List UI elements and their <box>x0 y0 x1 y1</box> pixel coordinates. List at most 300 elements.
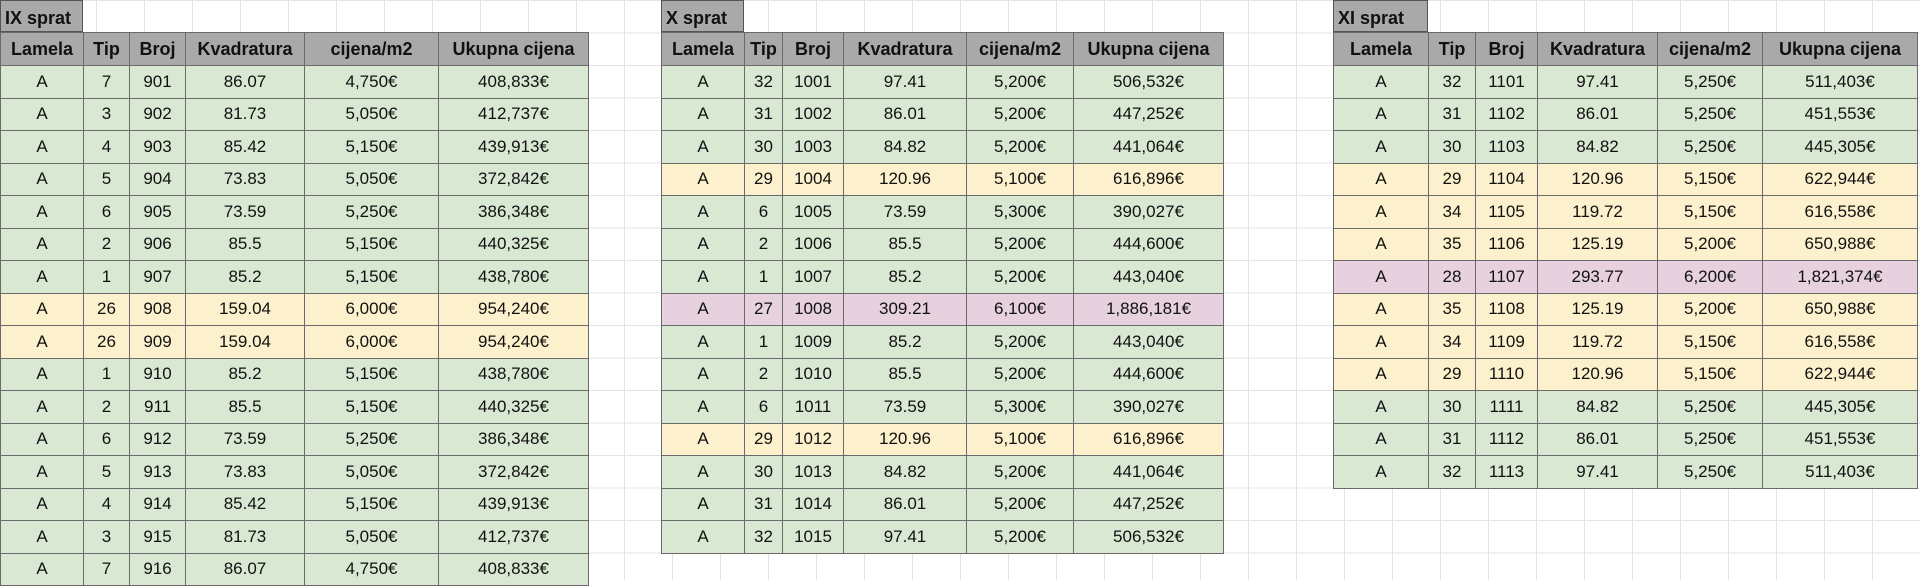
cell-cijena-m2[interactable]: 5,250€ <box>305 196 439 229</box>
cell-kvadratura[interactable]: 86.01 <box>1538 423 1658 456</box>
cell-cijena-m2[interactable]: 5,050€ <box>305 456 439 489</box>
cell-cijena-m2[interactable]: 5,200€ <box>967 521 1074 554</box>
cell-ukupna-cijena[interactable]: 408,833€ <box>439 66 589 99</box>
cell-kvadratura[interactable]: 73.59 <box>186 423 305 456</box>
cell-kvadratura[interactable]: 84.82 <box>844 456 967 489</box>
cell-kvadratura[interactable]: 97.41 <box>844 521 967 554</box>
cell-tip[interactable]: 29 <box>1429 358 1476 391</box>
cell-cijena-m2[interactable]: 6,000€ <box>305 326 439 359</box>
cell-tip[interactable]: 31 <box>745 98 783 131</box>
cell-lamela[interactable]: A <box>1334 423 1429 456</box>
cell-kvadratura[interactable]: 309.21 <box>844 293 967 326</box>
cell-ukupna-cijena[interactable]: 438,780€ <box>439 358 589 391</box>
cell-lamela[interactable]: A <box>662 131 745 164</box>
cell-lamela[interactable]: A <box>662 98 745 131</box>
cell-tip[interactable]: 31 <box>1429 423 1476 456</box>
cell-tip[interactable]: 5 <box>84 456 130 489</box>
cell-broj[interactable]: 1103 <box>1476 131 1538 164</box>
cell-lamela[interactable]: A <box>1334 456 1429 489</box>
cell-tip[interactable]: 34 <box>1429 326 1476 359</box>
cell-kvadratura[interactable]: 293.77 <box>1538 261 1658 294</box>
header-kvadratura[interactable]: Kvadratura <box>186 33 305 66</box>
table-row <box>662 358 1224 391</box>
cell-broj[interactable]: 901 <box>130 66 186 99</box>
cell-ukupna-cijena[interactable]: 412,737€ <box>439 98 589 131</box>
cell-ukupna-cijena[interactable]: 440,325€ <box>439 228 589 261</box>
header-ukupna-cijena[interactable]: Ukupna cijena <box>1074 33 1224 66</box>
cell-ukupna-cijena[interactable]: 372,842€ <box>439 163 589 196</box>
cell-tip[interactable]: 31 <box>745 488 783 521</box>
cell-tip[interactable]: 6 <box>84 423 130 456</box>
cell-cijena-m2[interactable]: 4,750€ <box>305 553 439 586</box>
cell-broj[interactable]: 1015 <box>783 521 844 554</box>
cell-kvadratura[interactable]: 84.82 <box>1538 131 1658 164</box>
cell-ukupna-cijena[interactable]: 622,944€ <box>1763 163 1918 196</box>
cell-lamela[interactable]: A <box>1334 228 1429 261</box>
floor-title[interactable]: XI sprat <box>1333 0 1428 32</box>
cell-broj[interactable]: 1003 <box>783 131 844 164</box>
cell-cijena-m2[interactable]: 5,250€ <box>1658 98 1763 131</box>
cell-lamela[interactable]: A <box>662 293 745 326</box>
cell-tip[interactable]: 3 <box>84 521 130 554</box>
cell-cijena-m2[interactable]: 5,150€ <box>305 391 439 424</box>
cell-tip[interactable]: 6 <box>745 196 783 229</box>
cell-broj[interactable]: 1008 <box>783 293 844 326</box>
cell-ukupna-cijena[interactable]: 445,305€ <box>1763 131 1918 164</box>
cell-ukupna-cijena[interactable]: 372,842€ <box>439 456 589 489</box>
cell-kvadratura[interactable]: 86.01 <box>1538 98 1658 131</box>
cell-lamela[interactable]: A <box>1334 261 1429 294</box>
table-row <box>1 163 589 196</box>
cell-kvadratura[interactable]: 85.42 <box>186 488 305 521</box>
cell-ukupna-cijena[interactable]: 451,553€ <box>1763 423 1918 456</box>
cell-broj[interactable]: 1102 <box>1476 98 1538 131</box>
cell-lamela[interactable]: A <box>662 261 745 294</box>
cell-kvadratura[interactable]: 120.96 <box>844 163 967 196</box>
cell-kvadratura[interactable]: 85.5 <box>186 391 305 424</box>
cell-cijena-m2[interactable]: 5,200€ <box>967 131 1074 164</box>
cell-tip[interactable]: 32 <box>745 521 783 554</box>
cell-lamela[interactable]: A <box>662 391 745 424</box>
cell-cijena-m2[interactable]: 5,250€ <box>305 423 439 456</box>
cell-ukupna-cijena[interactable]: 506,532€ <box>1074 521 1224 554</box>
cell-tip[interactable]: 2 <box>84 391 130 424</box>
cell-tip[interactable]: 26 <box>84 326 130 359</box>
cell-kvadratura[interactable]: 73.83 <box>186 163 305 196</box>
cell-ukupna-cijena[interactable]: 441,064€ <box>1074 131 1224 164</box>
cell-cijena-m2[interactable]: 6,000€ <box>305 293 439 326</box>
cell-broj[interactable]: 1105 <box>1476 196 1538 229</box>
cell-ukupna-cijena[interactable]: 1,886,181€ <box>1074 293 1224 326</box>
cell-kvadratura[interactable]: 85.5 <box>186 228 305 261</box>
cell-lamela[interactable]: A <box>1334 293 1429 326</box>
cell-lamela[interactable]: A <box>1 131 84 164</box>
cell-tip[interactable]: 32 <box>1429 66 1476 99</box>
cell-ukupna-cijena[interactable]: 441,064€ <box>1074 456 1224 489</box>
cell-lamela[interactable]: A <box>1334 358 1429 391</box>
cell-broj[interactable]: 903 <box>130 131 186 164</box>
cell-kvadratura[interactable]: 86.01 <box>844 488 967 521</box>
cell-broj[interactable]: 910 <box>130 358 186 391</box>
cell-cijena-m2[interactable]: 5,200€ <box>967 358 1074 391</box>
cell-kvadratura[interactable]: 73.59 <box>844 391 967 424</box>
cell-broj[interactable]: 902 <box>130 98 186 131</box>
cell-cijena-m2[interactable]: 5,050€ <box>305 163 439 196</box>
cell-ukupna-cijena[interactable]: 616,558€ <box>1763 326 1918 359</box>
cell-kvadratura[interactable]: 85.5 <box>844 358 967 391</box>
cell-cijena-m2[interactable]: 5,250€ <box>1658 131 1763 164</box>
cell-ukupna-cijena[interactable]: 451,553€ <box>1763 98 1918 131</box>
table-body <box>662 66 1224 554</box>
cell-lamela[interactable]: A <box>1334 326 1429 359</box>
header-broj[interactable]: Broj <box>130 33 186 66</box>
cell-tip[interactable]: 28 <box>1429 261 1476 294</box>
cell-tip[interactable]: 29 <box>745 163 783 196</box>
table-body <box>1334 66 1918 489</box>
cell-cijena-m2[interactable]: 5,050€ <box>305 98 439 131</box>
cell-cijena-m2[interactable]: 6,200€ <box>1658 261 1763 294</box>
cell-cijena-m2[interactable]: 5,250€ <box>1658 423 1763 456</box>
cell-lamela[interactable]: A <box>1334 98 1429 131</box>
cell-kvadratura[interactable]: 86.07 <box>186 553 305 586</box>
cell-ukupna-cijena[interactable]: 511,403€ <box>1763 456 1918 489</box>
cell-lamela[interactable]: A <box>662 488 745 521</box>
cell-tip[interactable]: 2 <box>745 358 783 391</box>
cell-tip[interactable]: 31 <box>1429 98 1476 131</box>
table-row <box>662 163 1224 196</box>
cell-kvadratura[interactable]: 159.04 <box>186 326 305 359</box>
cell-ukupna-cijena[interactable]: 412,737€ <box>439 521 589 554</box>
cell-lamela[interactable]: A <box>1 293 84 326</box>
cell-tip[interactable]: 1 <box>745 261 783 294</box>
cell-broj[interactable]: 906 <box>130 228 186 261</box>
cell-kvadratura[interactable]: 97.41 <box>1538 66 1658 99</box>
cell-kvadratura[interactable]: 97.41 <box>844 66 967 99</box>
cell-ukupna-cijena[interactable]: 408,833€ <box>439 553 589 586</box>
header-lamela[interactable]: Lamela <box>662 33 745 66</box>
cell-tip[interactable]: 27 <box>745 293 783 326</box>
cell-lamela[interactable]: A <box>1 521 84 554</box>
cell-lamela[interactable]: A <box>662 456 745 489</box>
cell-lamela[interactable]: A <box>1334 131 1429 164</box>
cell-broj[interactable]: 1009 <box>783 326 844 359</box>
cell-broj[interactable]: 1005 <box>783 196 844 229</box>
cell-tip[interactable]: 30 <box>745 131 783 164</box>
cell-ukupna-cijena[interactable]: 440,325€ <box>439 391 589 424</box>
header-row <box>1 33 589 66</box>
cell-tip[interactable]: 34 <box>1429 196 1476 229</box>
cell-ukupna-cijena[interactable]: 954,240€ <box>439 293 589 326</box>
cell-broj[interactable]: 1004 <box>783 163 844 196</box>
cell-cijena-m2[interactable]: 5,200€ <box>967 488 1074 521</box>
cell-broj[interactable]: 907 <box>130 261 186 294</box>
cell-tip[interactable]: 7 <box>84 553 130 586</box>
cell-tip[interactable]: 30 <box>745 456 783 489</box>
cell-kvadratura[interactable]: 84.82 <box>844 131 967 164</box>
cell-broj[interactable]: 1001 <box>783 66 844 99</box>
cell-cijena-m2[interactable]: 5,150€ <box>305 261 439 294</box>
cell-broj[interactable]: 915 <box>130 521 186 554</box>
cell-broj[interactable]: 914 <box>130 488 186 521</box>
cell-broj[interactable]: 1108 <box>1476 293 1538 326</box>
cell-tip[interactable]: 6 <box>84 196 130 229</box>
cell-kvadratura[interactable]: 97.41 <box>1538 456 1658 489</box>
table-row <box>662 293 1224 326</box>
cell-lamela[interactable]: A <box>1 553 84 586</box>
cell-broj[interactable]: 1107 <box>1476 261 1538 294</box>
cell-ukupna-cijena[interactable]: 650,988€ <box>1763 293 1918 326</box>
cell-cijena-m2[interactable]: 5,200€ <box>1658 228 1763 261</box>
cell-tip[interactable]: 1 <box>84 261 130 294</box>
cell-broj[interactable]: 1002 <box>783 98 844 131</box>
header-tip[interactable]: Tip <box>1429 33 1476 66</box>
cell-lamela[interactable]: A <box>662 521 745 554</box>
cell-lamela[interactable]: A <box>1 66 84 99</box>
cell-tip[interactable]: 35 <box>1429 228 1476 261</box>
cell-tip[interactable]: 2 <box>84 228 130 261</box>
cell-tip[interactable]: 30 <box>1429 131 1476 164</box>
cell-tip[interactable]: 1 <box>745 326 783 359</box>
cell-lamela[interactable]: A <box>662 163 745 196</box>
cell-lamela[interactable]: A <box>1 488 84 521</box>
cell-cijena-m2[interactable]: 5,200€ <box>967 98 1074 131</box>
table-row <box>1 423 589 456</box>
cell-ukupna-cijena[interactable]: 390,027€ <box>1074 391 1224 424</box>
cell-cijena-m2[interactable]: 5,250€ <box>1658 391 1763 424</box>
cell-cijena-m2[interactable]: 5,150€ <box>305 358 439 391</box>
cell-lamela[interactable]: A <box>1 423 84 456</box>
cell-kvadratura[interactable]: 120.96 <box>1538 163 1658 196</box>
cell-ukupna-cijena[interactable]: 622,944€ <box>1763 358 1918 391</box>
cell-broj[interactable]: 1110 <box>1476 358 1538 391</box>
cell-ukupna-cijena[interactable]: 438,780€ <box>439 261 589 294</box>
cell-broj[interactable]: 911 <box>130 391 186 424</box>
cell-lamela[interactable]: A <box>1 98 84 131</box>
cell-ukupna-cijena[interactable]: 439,913€ <box>439 131 589 164</box>
table-row <box>662 488 1224 521</box>
cell-kvadratura[interactable]: 159.04 <box>186 293 305 326</box>
cell-kvadratura[interactable]: 85.2 <box>844 326 967 359</box>
cell-ukupna-cijena[interactable]: 1,821,374€ <box>1763 261 1918 294</box>
cell-cijena-m2[interactable]: 5,300€ <box>967 196 1074 229</box>
table-row <box>1334 261 1918 294</box>
cell-cijena-m2[interactable]: 5,100€ <box>967 163 1074 196</box>
cell-cijena-m2[interactable]: 6,100€ <box>967 293 1074 326</box>
cell-tip[interactable]: 35 <box>1429 293 1476 326</box>
cell-kvadratura[interactable]: 85.2 <box>186 261 305 294</box>
cell-ukupna-cijena[interactable]: 650,988€ <box>1763 228 1918 261</box>
cell-broj[interactable]: 1101 <box>1476 66 1538 99</box>
cell-tip[interactable]: 26 <box>84 293 130 326</box>
cell-cijena-m2[interactable]: 5,150€ <box>1658 196 1763 229</box>
cell-kvadratura[interactable]: 125.19 <box>1538 228 1658 261</box>
cell-broj[interactable]: 904 <box>130 163 186 196</box>
table-row <box>1 98 589 131</box>
cell-kvadratura[interactable]: 119.72 <box>1538 326 1658 359</box>
cell-ukupna-cijena[interactable]: 506,532€ <box>1074 66 1224 99</box>
cell-lamela[interactable]: A <box>1334 391 1429 424</box>
cell-broj[interactable]: 1007 <box>783 261 844 294</box>
cell-lamela[interactable]: A <box>1 358 84 391</box>
cell-cijena-m2[interactable]: 5,150€ <box>305 228 439 261</box>
cell-ukupna-cijena[interactable]: 616,896€ <box>1074 423 1224 456</box>
cell-cijena-m2[interactable]: 5,150€ <box>1658 326 1763 359</box>
header-cijena-m2[interactable]: cijena/m2 <box>305 33 439 66</box>
cell-lamela[interactable]: A <box>662 326 745 359</box>
cell-ukupna-cijena[interactable]: 444,600€ <box>1074 358 1224 391</box>
cell-kvadratura[interactable]: 85.2 <box>844 261 967 294</box>
cell-lamela[interactable]: A <box>1 261 84 294</box>
cell-lamela[interactable]: A <box>662 358 745 391</box>
cell-lamela[interactable]: A <box>1 391 84 424</box>
cell-kvadratura[interactable]: 86.01 <box>844 98 967 131</box>
cell-cijena-m2[interactable]: 5,200€ <box>1658 293 1763 326</box>
header-cijena-m2[interactable]: cijena/m2 <box>1658 33 1763 66</box>
table-row <box>662 456 1224 489</box>
cell-kvadratura[interactable]: 84.82 <box>1538 391 1658 424</box>
cell-kvadratura[interactable]: 85.42 <box>186 131 305 164</box>
cell-broj[interactable]: 912 <box>130 423 186 456</box>
cell-tip[interactable]: 4 <box>84 488 130 521</box>
cell-tip[interactable]: 1 <box>84 358 130 391</box>
cell-tip[interactable]: 29 <box>745 423 783 456</box>
cell-cijena-m2[interactable]: 5,200€ <box>967 261 1074 294</box>
cell-cijena-m2[interactable]: 5,200€ <box>967 228 1074 261</box>
cell-lamela[interactable]: A <box>662 228 745 261</box>
cell-broj[interactable]: 1109 <box>1476 326 1538 359</box>
cell-broj[interactable]: 1013 <box>783 456 844 489</box>
cell-ukupna-cijena[interactable]: 511,403€ <box>1763 66 1918 99</box>
cell-lamela[interactable]: A <box>1 163 84 196</box>
cell-broj[interactable]: 1104 <box>1476 163 1538 196</box>
cell-kvadratura[interactable]: 81.73 <box>186 98 305 131</box>
cell-cijena-m2[interactable]: 5,250€ <box>1658 66 1763 99</box>
cell-cijena-m2[interactable]: 5,250€ <box>1658 456 1763 489</box>
cell-kvadratura[interactable]: 120.96 <box>1538 358 1658 391</box>
cell-cijena-m2[interactable]: 5,300€ <box>967 391 1074 424</box>
cell-ukupna-cijena[interactable]: 616,896€ <box>1074 163 1224 196</box>
cell-cijena-m2[interactable]: 5,200€ <box>967 456 1074 489</box>
cell-tip[interactable]: 7 <box>84 66 130 99</box>
cell-broj[interactable]: 908 <box>130 293 186 326</box>
cell-broj[interactable]: 1006 <box>783 228 844 261</box>
cell-broj[interactable]: 1012 <box>783 423 844 456</box>
cell-ukupna-cijena[interactable]: 444,600€ <box>1074 228 1224 261</box>
cell-broj[interactable]: 1011 <box>783 391 844 424</box>
cell-broj[interactable]: 905 <box>130 196 186 229</box>
header-cijena-m2[interactable]: cijena/m2 <box>967 33 1074 66</box>
cell-cijena-m2[interactable]: 5,150€ <box>305 488 439 521</box>
cell-kvadratura[interactable]: 119.72 <box>1538 196 1658 229</box>
cell-kvadratura[interactable]: 85.5 <box>844 228 967 261</box>
cell-ukupna-cijena[interactable]: 443,040€ <box>1074 261 1224 294</box>
cell-cijena-m2[interactable]: 5,100€ <box>967 423 1074 456</box>
cell-ukupna-cijena[interactable]: 386,348€ <box>439 196 589 229</box>
floor-title[interactable]: X sprat <box>661 0 744 32</box>
cell-kvadratura[interactable]: 86.07 <box>186 66 305 99</box>
cell-ukupna-cijena[interactable]: 447,252€ <box>1074 488 1224 521</box>
cell-cijena-m2[interactable]: 5,050€ <box>305 521 439 554</box>
cell-ukupna-cijena[interactable]: 445,305€ <box>1763 391 1918 424</box>
cell-cijena-m2[interactable]: 5,200€ <box>967 66 1074 99</box>
table-row <box>1334 456 1918 489</box>
cell-kvadratura[interactable]: 73.83 <box>186 456 305 489</box>
header-lamela[interactable]: Lamela <box>1334 33 1429 66</box>
cell-broj[interactable]: 916 <box>130 553 186 586</box>
cell-ukupna-cijena[interactable]: 616,558€ <box>1763 196 1918 229</box>
cell-cijena-m2[interactable]: 4,750€ <box>305 66 439 99</box>
header-tip[interactable]: Tip <box>745 33 783 66</box>
cell-tip[interactable]: 4 <box>84 131 130 164</box>
cell-kvadratura[interactable]: 73.59 <box>186 196 305 229</box>
cell-ukupna-cijena[interactable]: 447,252€ <box>1074 98 1224 131</box>
cell-kvadratura[interactable]: 120.96 <box>844 423 967 456</box>
cell-tip[interactable]: 6 <box>745 391 783 424</box>
cell-lamela[interactable]: A <box>662 423 745 456</box>
cell-cijena-m2[interactable]: 5,200€ <box>967 326 1074 359</box>
cell-tip[interactable]: 2 <box>745 228 783 261</box>
cell-tip[interactable]: 30 <box>1429 391 1476 424</box>
cell-broj[interactable]: 1111 <box>1476 391 1538 424</box>
cell-kvadratura[interactable]: 85.2 <box>186 358 305 391</box>
cell-broj[interactable]: 909 <box>130 326 186 359</box>
cell-tip[interactable]: 3 <box>84 98 130 131</box>
cell-kvadratura[interactable]: 73.59 <box>844 196 967 229</box>
header-tip[interactable]: Tip <box>84 33 130 66</box>
header-kvadratura[interactable]: Kvadratura <box>1538 33 1658 66</box>
cell-tip[interactable]: 5 <box>84 163 130 196</box>
table-row <box>1334 98 1918 131</box>
cell-kvadratura[interactable]: 125.19 <box>1538 293 1658 326</box>
header-ukupna-cijena[interactable]: Ukupna cijena <box>439 33 589 66</box>
cell-ukupna-cijena[interactable]: 390,027€ <box>1074 196 1224 229</box>
table-row <box>1 131 589 164</box>
cell-broj[interactable]: 913 <box>130 456 186 489</box>
cell-tip[interactable]: 32 <box>745 66 783 99</box>
cell-lamela[interactable]: A <box>662 66 745 99</box>
cell-lamela[interactable]: A <box>662 196 745 229</box>
cell-ukupna-cijena[interactable]: 439,913€ <box>439 488 589 521</box>
header-lamela[interactable]: Lamela <box>1 33 84 66</box>
cell-cijena-m2[interactable]: 5,150€ <box>1658 163 1763 196</box>
cell-tip[interactable]: 29 <box>1429 163 1476 196</box>
cell-lamela[interactable]: A <box>1 326 84 359</box>
cell-broj[interactable]: 1112 <box>1476 423 1538 456</box>
cell-broj[interactable]: 1106 <box>1476 228 1538 261</box>
cell-ukupna-cijena[interactable]: 954,240€ <box>439 326 589 359</box>
cell-cijena-m2[interactable]: 5,150€ <box>305 131 439 164</box>
cell-kvadratura[interactable]: 81.73 <box>186 521 305 554</box>
cell-broj[interactable]: 1113 <box>1476 456 1538 489</box>
cell-cijena-m2[interactable]: 5,150€ <box>1658 358 1763 391</box>
cell-lamela[interactable]: A <box>1 196 84 229</box>
cell-lamela[interactable]: A <box>1 228 84 261</box>
header-broj[interactable]: Broj <box>783 33 844 66</box>
cell-lamela[interactable]: A <box>1334 163 1429 196</box>
header-broj[interactable]: Broj <box>1476 33 1538 66</box>
cell-broj[interactable]: 1014 <box>783 488 844 521</box>
cell-ukupna-cijena[interactable]: 443,040€ <box>1074 326 1224 359</box>
cell-tip[interactable]: 32 <box>1429 456 1476 489</box>
cell-lamela[interactable]: A <box>1 456 84 489</box>
header-ukupna-cijena[interactable]: Ukupna cijena <box>1763 33 1918 66</box>
cell-broj[interactable]: 1010 <box>783 358 844 391</box>
floor-title[interactable]: IX sprat <box>0 0 83 32</box>
cell-lamela[interactable]: A <box>1334 196 1429 229</box>
cell-ukupna-cijena[interactable]: 386,348€ <box>439 423 589 456</box>
header-kvadratura[interactable]: Kvadratura <box>844 33 967 66</box>
cell-lamela[interactable]: A <box>1334 66 1429 99</box>
